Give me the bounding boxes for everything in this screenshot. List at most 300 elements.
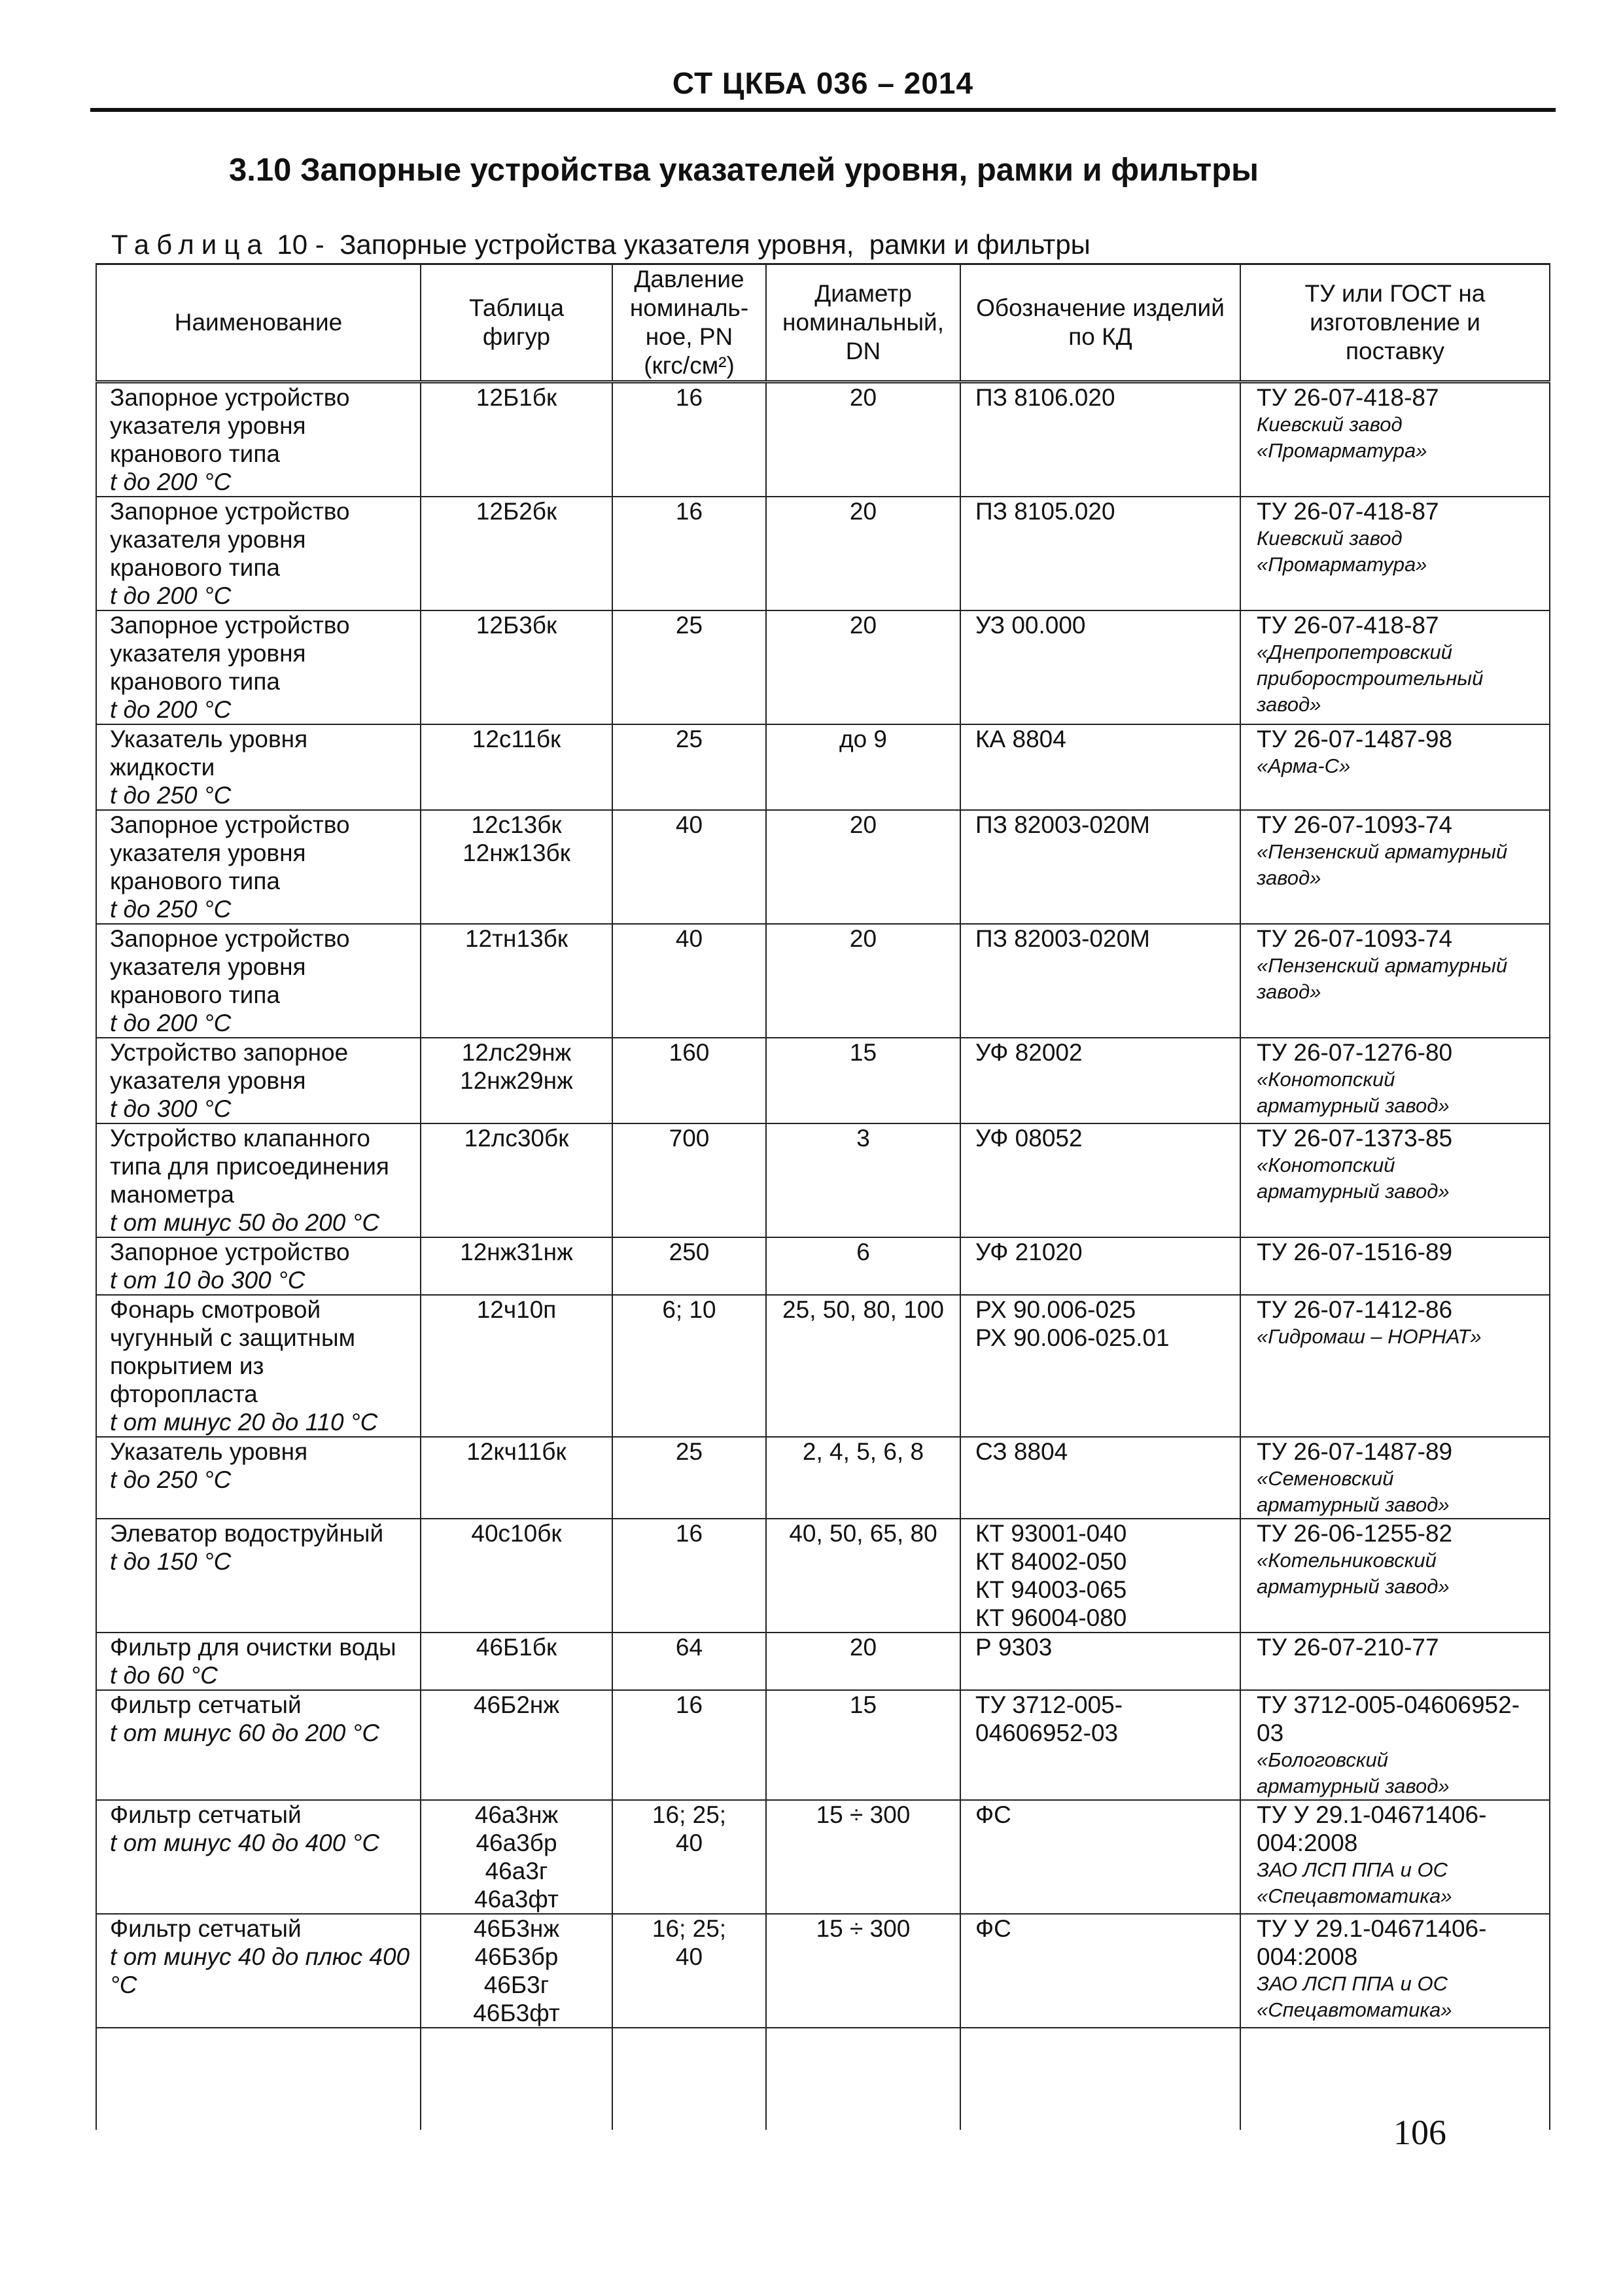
cell-pressure <box>612 724 766 810</box>
cell-pressure <box>612 924 766 1038</box>
product-name-line: указателя уровня <box>110 412 306 439</box>
product-name-line: Запорное устройство <box>110 925 350 952</box>
manufacturer-line: арматурный завод» <box>1257 1493 1450 1516</box>
pressure-value: 64 <box>675 1634 703 1661</box>
cell-diameter <box>766 1038 960 1123</box>
cell-pressure <box>612 810 766 924</box>
diameter-value: до 9 <box>839 726 888 752</box>
designation-code: ПЗ 82003-020М <box>975 925 1150 952</box>
cell-designation <box>960 810 1240 924</box>
standard-code: ТУ 26-07-1093-74 <box>1257 811 1453 838</box>
manufacturer-line: «Конотопский <box>1257 1154 1395 1176</box>
table-row <box>96 1237 1550 1295</box>
product-name-line: Устройство запорное <box>110 1039 349 1066</box>
standard-code: 03 <box>1257 1720 1284 1746</box>
designation-code: Р 9303 <box>975 1634 1053 1661</box>
temperature-condition: t от минус 40 до 400 °С <box>110 1829 380 1856</box>
empty-cell <box>612 2028 766 2130</box>
figure-code: 46Б3бр <box>474 1943 559 1970</box>
pressure-value: 16; 25; <box>652 1801 727 1828</box>
cell-pressure <box>612 1123 766 1237</box>
col-header-diameter: Диаметр номинальный, DN <box>766 264 960 382</box>
table-caption-label: Таблица <box>111 229 270 260</box>
table-header <box>96 264 1550 382</box>
table-body <box>96 382 1550 2130</box>
cell-diameter <box>766 1123 960 1237</box>
temperature-condition: t до 250 °С <box>110 1466 232 1493</box>
manufacturer-line: «Спецавтоматика» <box>1257 1884 1452 1907</box>
cell-standard <box>1240 382 1550 497</box>
manufacturer-line: приборостроительный <box>1257 667 1484 690</box>
standard-code: ТУ 26-07-1093-74 <box>1257 925 1453 952</box>
cell-diameter <box>766 1914 960 2028</box>
designation-code: УФ 82002 <box>975 1039 1083 1066</box>
pressure-value: 16 <box>675 1520 703 1547</box>
pressure-value: 16 <box>675 498 703 525</box>
temperature-condition: t до 200 °С <box>110 582 232 609</box>
col-header-standard: ТУ или ГОСТ на изготовление и поставку <box>1240 264 1550 382</box>
manufacturer-line: «Спецавтоматика» <box>1257 1998 1452 2021</box>
diameter-value: 20 <box>849 384 877 411</box>
diameter-value: 20 <box>849 612 877 639</box>
designation-code: ПЗ 8105.020 <box>975 498 1115 525</box>
diameter-value: 20 <box>849 498 877 525</box>
standard-code: ТУ 26-07-418-87 <box>1257 498 1439 525</box>
product-name-line: кранового типа <box>110 440 280 467</box>
manufacturer-line: «Семеновский <box>1257 1467 1394 1490</box>
empty-cell <box>96 2028 421 2130</box>
cell-diameter <box>766 1437 960 1519</box>
cell-pressure <box>612 1038 766 1123</box>
manufacturer-line: «Конотопский <box>1257 1068 1395 1091</box>
product-name-line: Фильтр сетчатый <box>110 1915 302 1942</box>
product-name-line: Фонарь смотровой <box>110 1296 321 1323</box>
designation-code: КТ 96004-080 <box>975 1604 1127 1631</box>
cell-standard <box>1240 1519 1550 1633</box>
diameter-value: 20 <box>849 811 877 838</box>
figure-code: 12тн13бк <box>464 925 568 952</box>
standard-code: ТУ 26-07-1487-89 <box>1257 1438 1453 1465</box>
product-name-line: Запорное устройство <box>110 384 350 411</box>
diameter-value: 6 <box>856 1239 870 1265</box>
pressure-value: 40 <box>675 925 703 952</box>
standard-code: ТУ У 29.1-04671406- <box>1257 1915 1487 1942</box>
figure-code: 12кч11бк <box>466 1438 567 1465</box>
designation-code: КА 8804 <box>975 726 1066 752</box>
cell-name <box>96 1800 421 1914</box>
cell-name <box>96 1633 421 1690</box>
product-name-line: фторопласта <box>110 1381 258 1407</box>
standard-code: ТУ 26-07-1516-89 <box>1257 1239 1453 1265</box>
cell-name <box>96 1519 421 1633</box>
cell-pressure <box>612 1914 766 2028</box>
table-row <box>96 1123 1550 1237</box>
temperature-condition: t до 250 °С <box>110 896 232 923</box>
pressure-value: 16 <box>675 1691 703 1718</box>
designation-code: СЗ 8804 <box>975 1438 1068 1465</box>
designation-code: РХ 90.006-025 <box>975 1296 1136 1323</box>
cell-pressure <box>612 1437 766 1519</box>
diameter-value: 15 <box>849 1039 877 1066</box>
temperature-condition: t до 200 °С <box>110 696 232 723</box>
cell-designation <box>960 1295 1240 1437</box>
header-row <box>96 264 1550 382</box>
manufacturer-line: «Арма-С» <box>1257 754 1351 777</box>
product-name-line: кранового типа <box>110 554 280 581</box>
cell-standard <box>1240 1914 1550 2028</box>
product-name-line: кранового типа <box>110 668 280 695</box>
designation-code: УЗ 00.000 <box>975 612 1086 639</box>
cell-diameter <box>766 1519 960 1633</box>
cell-figure-table <box>421 610 612 724</box>
manufacturer-line: арматурный завод» <box>1257 1180 1450 1203</box>
cell-standard <box>1240 924 1550 1038</box>
figure-code: 12Б1бк <box>476 384 557 411</box>
temperature-condition: t до 300 °С <box>110 1095 232 1122</box>
temperature-condition: t до 60 °С <box>110 1662 218 1689</box>
document-code-header: СТ ЦКБА 036 – 2014 <box>672 66 974 100</box>
manufacturer-line: арматурный завод» <box>1257 1775 1450 1797</box>
manufacturer-line: ЗАО ЛСП ППА и ОС <box>1257 1858 1448 1881</box>
figure-code: 46а3фт <box>474 1886 559 1913</box>
figure-code: 46а3бр <box>476 1829 557 1856</box>
col-header-figure: Таблица фигур <box>421 264 612 382</box>
figure-code: 12нж29нж <box>460 1067 573 1094</box>
cell-figure-table <box>421 1237 612 1295</box>
temperature-condition: t до 200 °С <box>110 1010 232 1036</box>
figure-code: 12нж31нж <box>460 1239 573 1265</box>
manufacturer-line: завод» <box>1257 693 1321 716</box>
cell-standard <box>1240 1237 1550 1295</box>
cell-diameter <box>766 724 960 810</box>
pressure-value: 700 <box>669 1125 710 1152</box>
cell-standard <box>1240 724 1550 810</box>
cell-designation <box>960 1690 1240 1800</box>
product-name-line: типа для присоединения <box>110 1153 389 1180</box>
cell-figure-table <box>421 1800 612 1914</box>
product-name-line: жидкости <box>110 754 215 781</box>
header-rule <box>90 108 1556 112</box>
cell-diameter <box>766 382 960 497</box>
cell-standard <box>1240 1437 1550 1519</box>
product-name-line: указателя уровня <box>110 953 306 980</box>
designation-code: ПЗ 8106.020 <box>975 384 1115 411</box>
cell-figure-table <box>421 724 612 810</box>
col-header-pressure: Давление номиналь- ное, PN (кгс/см²) <box>612 264 766 382</box>
temperature-condition: t до 250 °С <box>110 782 232 809</box>
cell-pressure <box>612 1237 766 1295</box>
product-name-line: Указатель уровня <box>110 726 308 752</box>
cell-name <box>96 1123 421 1237</box>
manufacturer-line: «Промарматура» <box>1257 553 1427 576</box>
diameter-value: 3 <box>856 1125 870 1152</box>
standard-code: ТУ 26-07-418-87 <box>1257 384 1439 411</box>
cell-diameter <box>766 810 960 924</box>
cell-standard <box>1240 610 1550 724</box>
product-name-line: кранового типа <box>110 868 280 894</box>
cell-name <box>96 924 421 1038</box>
table-row <box>96 1038 1550 1123</box>
pressure-value: 16 <box>675 384 703 411</box>
cell-diameter <box>766 1237 960 1295</box>
figure-code: 12ч10п <box>476 1296 557 1323</box>
product-name-line: Фильтр для очистки воды <box>110 1634 396 1661</box>
temperature-condition: t от минус 20 до 110 °С <box>110 1409 378 1436</box>
cell-pressure <box>612 1519 766 1633</box>
standard-code: ТУ 26-07-1412-86 <box>1257 1296 1453 1323</box>
cell-name <box>96 724 421 810</box>
empty-cell <box>960 2028 1240 2130</box>
cell-name <box>96 610 421 724</box>
manufacturer-line: «Бологовский <box>1257 1748 1389 1771</box>
manufacturer-line: «Пензенский арматурный <box>1257 954 1508 977</box>
cell-pressure <box>612 1295 766 1437</box>
designation-code: 04606952-03 <box>975 1720 1119 1746</box>
pressure-value: 40 <box>675 1943 703 1970</box>
temperature-condition: t до 200 °С <box>110 468 232 495</box>
figure-code: 46Б3г <box>483 1971 550 1998</box>
figure-code: 46а3нж <box>474 1801 559 1828</box>
temperature-condition: t от минус 50 до 200 °С <box>110 1209 380 1236</box>
diameter-value: 15 ÷ 300 <box>816 1915 911 1942</box>
cell-designation <box>960 1437 1240 1519</box>
figure-code: 12Б2бк <box>476 498 557 525</box>
cell-standard <box>1240 1038 1550 1123</box>
pressure-value: 25 <box>675 726 703 752</box>
standard-code: ТУ 26-07-210-77 <box>1257 1634 1439 1661</box>
cell-name <box>96 1237 421 1295</box>
product-name-line: чугунный с защитным <box>110 1324 356 1351</box>
table-caption <box>111 229 1091 260</box>
cell-name <box>96 1038 421 1123</box>
designation-code: ФС <box>975 1801 1011 1828</box>
cell-diameter <box>766 610 960 724</box>
table-row <box>96 1690 1550 1800</box>
figure-code: 40с10бк <box>471 1520 562 1547</box>
manufacturer-line: арматурный завод» <box>1257 1575 1450 1598</box>
manufacturer-line: завод» <box>1257 980 1321 1003</box>
diameter-value: 20 <box>849 1634 877 1661</box>
pressure-value: 40 <box>675 811 703 838</box>
col-header-designation: Обозначение изделий по КД <box>960 264 1240 382</box>
manufacturer-line: завод» <box>1257 866 1321 889</box>
cell-standard <box>1240 1800 1550 1914</box>
cell-name <box>96 382 421 497</box>
product-name-line: указателя уровня <box>110 640 306 667</box>
cell-figure-table <box>421 924 612 1038</box>
manufacturer-line: арматурный завод» <box>1257 1094 1450 1117</box>
standard-code: ТУ 26-07-418-87 <box>1257 612 1439 639</box>
product-name-line: покрытием из <box>110 1352 264 1379</box>
cell-pressure <box>612 497 766 610</box>
product-name-line: кранового типа <box>110 981 280 1008</box>
diameter-value: 25, 50, 80, 100 <box>782 1296 944 1323</box>
cell-designation <box>960 382 1240 497</box>
cell-figure-table <box>421 1038 612 1123</box>
cell-standard <box>1240 1295 1550 1437</box>
cell-designation <box>960 1633 1240 1690</box>
cell-standard <box>1240 497 1550 610</box>
figure-code: 46Б3нж <box>473 1915 560 1942</box>
manufacturer-line: «Гидромаш – НОРНАТ» <box>1257 1325 1482 1348</box>
diameter-value: 20 <box>849 925 877 952</box>
cell-figure-table <box>421 1437 612 1519</box>
figure-code: 12с13бк <box>471 811 562 838</box>
standard-code: ТУ У 29.1-04671406- <box>1257 1801 1487 1828</box>
cell-pressure <box>612 1633 766 1690</box>
table-row <box>96 724 1550 810</box>
manufacturer-line: «Котельниковский <box>1257 1549 1437 1572</box>
table-row <box>96 497 1550 610</box>
standard-code: ТУ 26-07-1373-85 <box>1257 1125 1453 1152</box>
standard-code: ТУ 26-07-1487-98 <box>1257 726 1453 752</box>
figure-code: 12Б3бк <box>476 612 557 639</box>
product-name-line: указателя уровня <box>110 1067 306 1094</box>
cell-designation <box>960 1519 1240 1633</box>
cell-designation <box>960 610 1240 724</box>
table-row <box>96 1437 1550 1519</box>
cell-designation <box>960 724 1240 810</box>
figure-code: 12лс30бк <box>464 1125 569 1152</box>
cell-designation <box>960 1123 1240 1237</box>
cell-designation <box>960 924 1240 1038</box>
designation-code: КТ 94003-065 <box>975 1576 1127 1603</box>
figure-code: 12с11бк <box>472 726 561 752</box>
cell-pressure <box>612 610 766 724</box>
product-name-line: Указатель уровня <box>110 1438 308 1465</box>
page-number: 106 <box>1393 2113 1446 2152</box>
designation-code: ТУ 3712-005- <box>975 1691 1123 1718</box>
designation-code: ПЗ 82003-020М <box>975 811 1150 838</box>
cell-standard <box>1240 1633 1550 1690</box>
col-header-name: Наименование <box>96 264 421 382</box>
manufacturer-line: «Пензенский арматурный <box>1257 840 1508 863</box>
cell-diameter <box>766 924 960 1038</box>
table-caption-text: 10 - Запорные устройства указателя уровня, рамки и фильтры <box>269 229 1091 260</box>
product-name-line: Устройство клапанного <box>110 1125 370 1152</box>
standard-code: 004:2008 <box>1257 1829 1358 1856</box>
table-row <box>96 1519 1550 1633</box>
section-heading: 3.10 Запорные устройства указателей уровня, рамки и фильтры <box>229 152 1259 188</box>
standard-code: ТУ 26-07-1276-80 <box>1257 1039 1453 1066</box>
figure-code: 46а3г <box>485 1858 548 1884</box>
figure-code: 12лс29нж <box>461 1039 572 1066</box>
table-row <box>96 810 1550 924</box>
cell-pressure <box>612 1690 766 1800</box>
standard-code: ТУ 3712-005-04606952- <box>1257 1691 1520 1718</box>
product-name-line: указателя уровня <box>110 839 306 866</box>
pressure-value: 16; 25; <box>652 1915 727 1942</box>
cell-diameter <box>766 1295 960 1437</box>
pressure-value: 25 <box>675 1438 703 1465</box>
pressure-value: 250 <box>669 1239 710 1265</box>
temperature-condition: t от 10 до 300 °С <box>110 1267 305 1294</box>
figure-code: 46Б3фт <box>473 2000 560 2026</box>
diameter-value: 2, 4, 5, 6, 8 <box>802 1438 924 1465</box>
cell-figure-table <box>421 382 612 497</box>
cell-figure-table <box>421 810 612 924</box>
cell-figure-table <box>421 497 612 610</box>
diameter-value: 15 ÷ 300 <box>816 1801 911 1828</box>
cell-designation <box>960 1237 1240 1295</box>
table-row <box>96 610 1550 724</box>
cell-diameter <box>766 1800 960 1914</box>
figure-code: 12нж13бк <box>462 839 570 866</box>
empty-cell <box>766 2028 960 2130</box>
cell-diameter <box>766 1633 960 1690</box>
designation-code: КТ 84002-050 <box>975 1548 1127 1575</box>
cell-name <box>96 497 421 610</box>
table-filler-row <box>96 2028 1550 2130</box>
cell-figure-table <box>421 1123 612 1237</box>
manufacturer-line: «Днепропетровский <box>1257 641 1452 663</box>
figure-code: 46Б2нж <box>473 1691 560 1718</box>
product-name-line: Фильтр сетчатый <box>110 1691 302 1718</box>
product-name-line: Запорное устройство <box>110 612 350 639</box>
temperature-condition: t до 150 °С <box>110 1548 232 1575</box>
cell-standard <box>1240 1690 1550 1800</box>
cell-figure-table <box>421 1295 612 1437</box>
cell-standard <box>1240 810 1550 924</box>
cell-name <box>96 1295 421 1437</box>
spec-table <box>96 263 1550 2130</box>
standard-code: ТУ 26-06-1255-82 <box>1257 1520 1453 1547</box>
diameter-value: 40, 50, 65, 80 <box>789 1520 937 1547</box>
cell-designation <box>960 497 1240 610</box>
designation-code: УФ 08052 <box>975 1125 1083 1152</box>
temperature-condition: t от минус 40 до плюс 400 °С <box>110 1943 410 1998</box>
cell-pressure <box>612 382 766 497</box>
cell-designation <box>960 1038 1240 1123</box>
designation-code: РХ 90.006-025.01 <box>975 1324 1170 1351</box>
figure-code: 46Б1бк <box>476 1634 557 1661</box>
cell-name <box>96 810 421 924</box>
diameter-value: 15 <box>849 1691 877 1718</box>
cell-diameter <box>766 497 960 610</box>
cell-standard <box>1240 1123 1550 1237</box>
cell-designation <box>960 1914 1240 2028</box>
pressure-value: 40 <box>675 1829 703 1856</box>
standard-code: 004:2008 <box>1257 1943 1358 1970</box>
designation-code: ФС <box>975 1915 1011 1942</box>
table-row <box>96 1295 1550 1437</box>
pressure-value: 25 <box>675 612 703 639</box>
product-name-line: Фильтр сетчатый <box>110 1801 302 1828</box>
manufacturer-line: Киевский завод <box>1257 527 1403 550</box>
cell-figure-table <box>421 1519 612 1633</box>
cell-diameter <box>766 1690 960 1800</box>
table-row <box>96 924 1550 1038</box>
pressure-value: 6; 10 <box>662 1296 716 1323</box>
table-row <box>96 1914 1550 2028</box>
product-name-line: Элеватор водоструйный <box>110 1520 384 1547</box>
table-row <box>96 1633 1550 1690</box>
cell-name <box>96 1690 421 1800</box>
cell-name <box>96 1437 421 1519</box>
product-name-line: манометра <box>110 1181 234 1208</box>
cell-designation <box>960 1800 1240 1914</box>
designation-code: УФ 21020 <box>975 1239 1083 1265</box>
designation-code: КТ 93001-040 <box>975 1520 1127 1547</box>
manufacturer-line: «Промарматура» <box>1257 439 1427 462</box>
product-name-line: указателя уровня <box>110 526 306 553</box>
temperature-condition: t от минус 60 до 200 °С <box>110 1720 380 1746</box>
manufacturer-line: Киевский завод <box>1257 413 1403 436</box>
product-name-line: Запорное устройство <box>110 811 350 838</box>
product-name-line: Запорное устройство <box>110 1239 350 1265</box>
pressure-value: 160 <box>669 1039 710 1066</box>
cell-pressure <box>612 1800 766 1914</box>
